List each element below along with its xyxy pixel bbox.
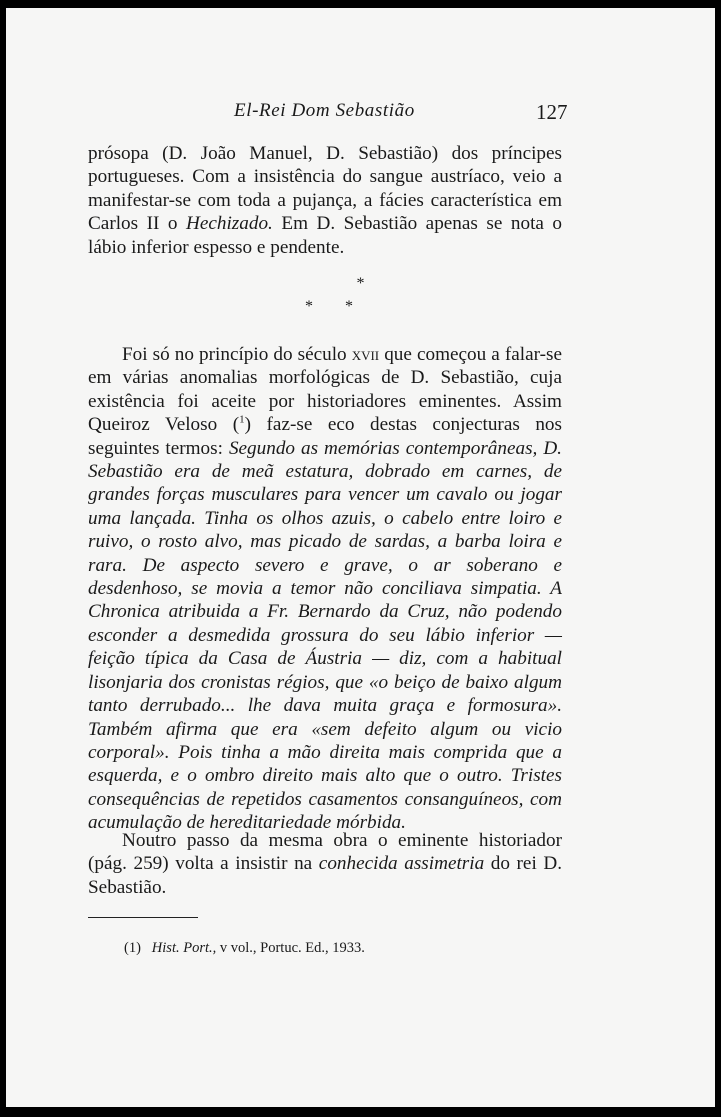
paragraph-3 xyxy=(88,829,562,899)
paragraph-3-text-b: do rei D. Sebastião. xyxy=(88,853,563,898)
paragraph-2-text-a: Foi só no princípio do século xyxy=(122,344,352,365)
paragraph-1 xyxy=(88,142,562,259)
page-number: 127 xyxy=(536,100,568,124)
section-break-top-star: * xyxy=(356,275,365,292)
paragraph-2 xyxy=(88,343,562,835)
footnote-title: Hist. Port., xyxy=(151,940,217,956)
paragraph-3-text-a: Noutro passo da mesma obra o eminente historiador (pág. 259) volta a insistir na xyxy=(88,830,562,875)
footnote-divider xyxy=(88,917,198,918)
footnote xyxy=(124,939,365,957)
paragraph-1-text-a: prósopa (D. João Manuel, D. Sebastião) dos príncipes portugueses. Com a insistência do sangue austríaco, veio a manifestar-se com toda a pujança, a fácies característica em Carlos II o xyxy=(88,143,562,235)
book-page xyxy=(6,8,715,1107)
paragraph-2-text-c: ) faz-se eco destas conjecturas nos seguintes termos: xyxy=(88,414,562,459)
century-numeral: xvii xyxy=(351,344,380,365)
footnote-edition: v vol., Portuc. Ed., 1933. xyxy=(216,940,365,956)
footnote-reference: 1 xyxy=(239,413,245,426)
section-break-left-star: * xyxy=(305,298,313,315)
paragraph-2-quotation: Segundo as memórias contemporâneas, D. Sebastião era de meã estatura, dobrado em carnes, de grandes forças musculares para vencer um cavalo ou jogar uma lançada. Tinha os olhos azuis, o cabelo entre loiro e ruivo, o rosto alvo, mas picado de sardas, a barba loira e rara. De aspecto severo e grave, o ar soberano e desdenhoso, se movia a temor não conciliava simpatia. A Chronica atribuida a Fr. Bernardo da Cruz, não podendo esconder a desmedida grossura do seu lábio inferior — feição típica da Casa de Áustria — diz, com a habitual lisonjaria dos cronistas régios, que «o beiço de baixo algum tanto derrubado... lhe dava muita graça e formosura». Também afirma que era «sem defeito algum ou vicio corporal». Pois tinha a mão direita mais comprida que a esquerda, e o ombro direito mais alto que o outro. Tristes consequências de repetidos casamentos consanguíneos, com acumulação de hereditariedade mórbida. xyxy=(88,437,562,834)
paragraph-1-text-b: Em D. Sebastião apenas se nota o lábio inferior espesso e pendente. xyxy=(88,213,563,258)
running-header-title: El-Rei Dom Sebastião xyxy=(234,100,415,121)
section-break-right-star: * xyxy=(345,298,353,315)
footnote-marker: (1) xyxy=(124,940,141,956)
paragraph-2-text-b: que começou a falar-se em várias anomalias morfológicas de D. Sebastião, cuja existência foi aceite por historiadores eminentes. Assim Queiroz Veloso ( xyxy=(88,344,562,436)
paragraph-1-italic: Hechizado. xyxy=(185,213,273,235)
paragraph-3-italic: conhecida assimetria xyxy=(318,853,485,875)
